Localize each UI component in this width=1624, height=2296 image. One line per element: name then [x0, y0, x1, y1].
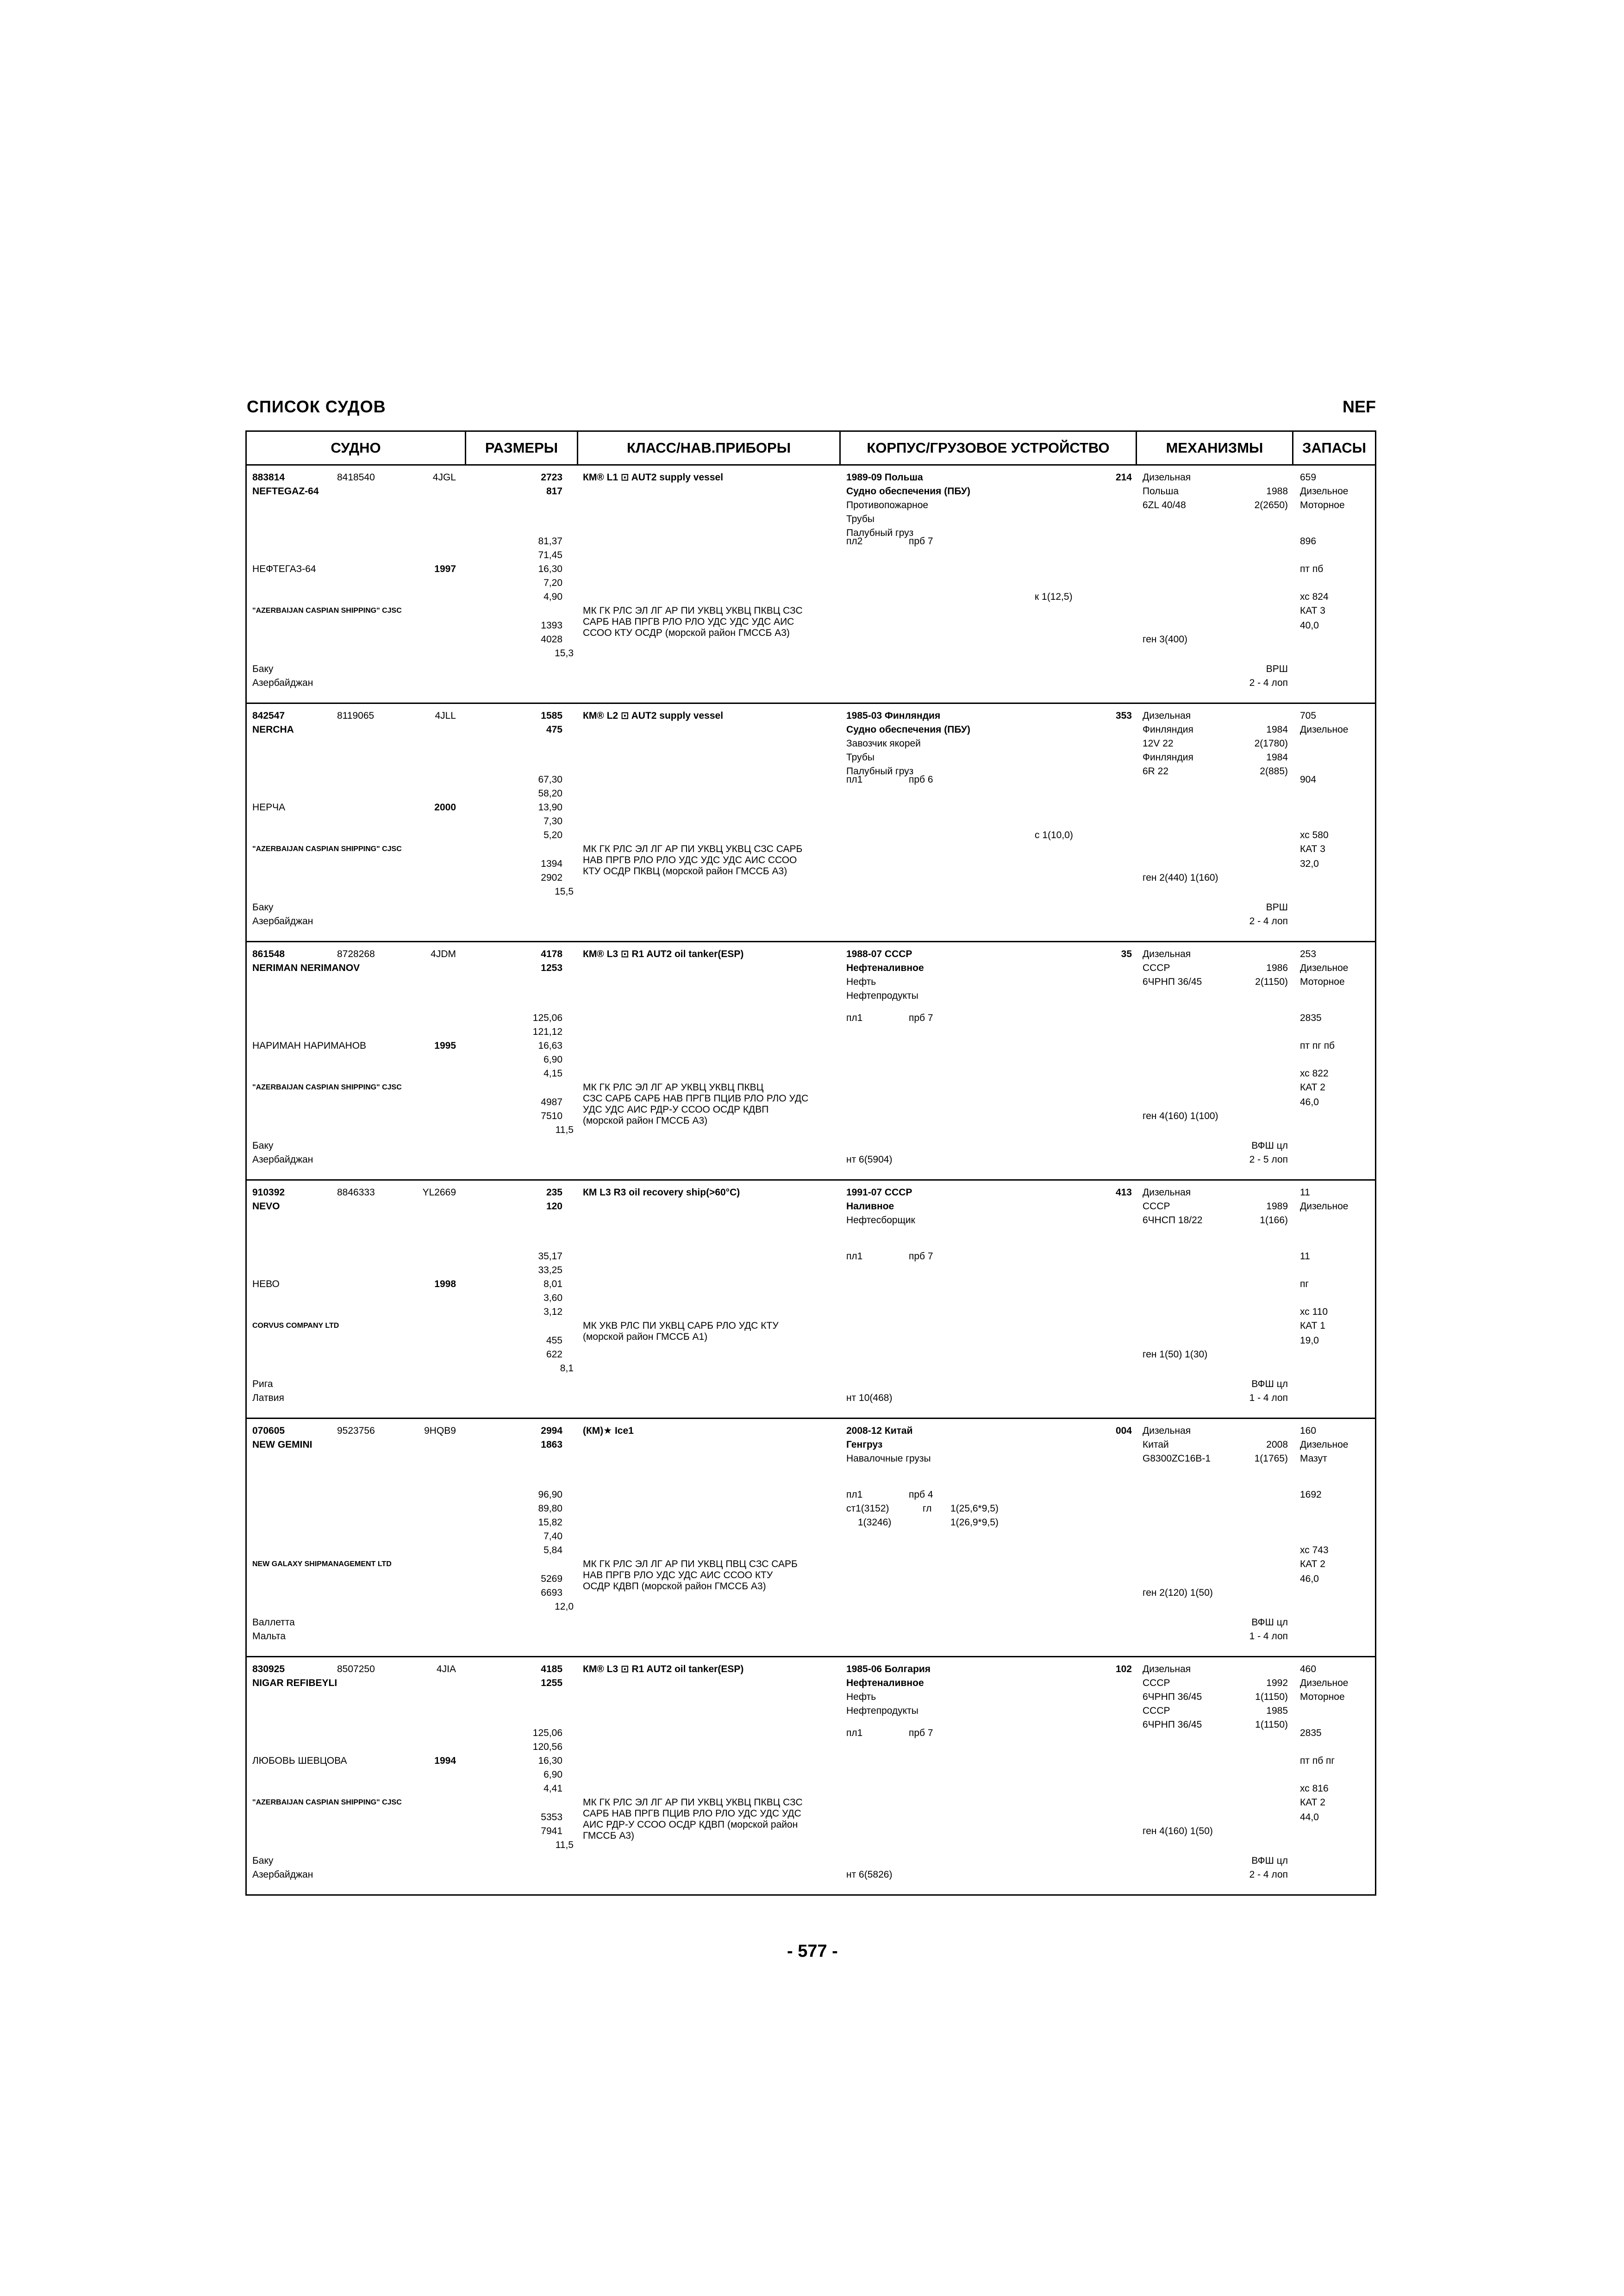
propeller-type: ВФШ цл [1251, 1140, 1288, 1151]
gross-tonnage: 235 [546, 1187, 562, 1198]
column-header-hull: КОРПУС/ГРУЗОВОЕ УСТРОЙСТВО [841, 432, 1137, 464]
net-tonnage: 817 [546, 486, 562, 497]
engine-power: 2(1150) [1255, 977, 1288, 987]
register-number: 883814 [252, 472, 285, 483]
ship-name: NEFTEGAZ-64 [252, 486, 319, 497]
stores-v5: пт пг пб [1300, 1040, 1335, 1051]
stores-v6: хс 743 [1300, 1545, 1329, 1556]
stores-v7: КАТ 2 [1300, 1082, 1325, 1093]
stores-v1: 705 [1300, 710, 1317, 721]
stores-v1: 11 [1300, 1187, 1310, 1198]
bulkhead-info: прб 7 [909, 1013, 933, 1023]
net-tonnage: 1253 [541, 963, 562, 973]
net-tonnage: 475 [546, 724, 562, 735]
class-notation: КМ L3 R3 oil recovery ship(>60°C) [583, 1187, 740, 1198]
owner: "AZERBAIJAN CASPIAN SHIPPING" CJSC [252, 1798, 402, 1806]
stores-v6: хс 110 [1300, 1307, 1328, 1317]
stores-v4: 11 [1300, 1251, 1310, 1262]
engine-type: Дизельная [1143, 710, 1191, 721]
speed: 15,3 [555, 648, 574, 659]
length-overall: 125,06 [532, 1728, 562, 1738]
engine-year: 1984 [1266, 752, 1288, 763]
stores-v2: Дизельное [1300, 1439, 1349, 1450]
depth: 7,20 [543, 578, 562, 588]
engine-type: Дизельная [1143, 472, 1191, 483]
deadweight: 455 [546, 1335, 562, 1346]
flag-country: Азербайджан [252, 916, 313, 927]
breadth: 16,63 [538, 1040, 562, 1051]
engine-power: 2(1780) [1254, 738, 1288, 749]
cargo-line: Нефть [846, 977, 876, 987]
ship-record [247, 941, 1375, 1181]
draft: 5,84 [543, 1545, 562, 1556]
propeller-blades: 2 - 4 лоп [1249, 916, 1288, 927]
cargo-line: Палубный груз [846, 766, 914, 777]
imo-number: 9523756 [337, 1425, 375, 1436]
call-sign: YL2669 [422, 1187, 456, 1198]
ship-type: Нефтеналивное [846, 1678, 924, 1688]
yard-code: 413 [1115, 1187, 1132, 1198]
class-notation: КМ® L3 ⊡ R1 AUT2 oil tanker(ESP) [583, 949, 744, 959]
engine-model: 6ЧНСП 18/22 [1143, 1215, 1203, 1226]
name-year: 1998 [434, 1279, 456, 1289]
engine-model: 6ЧРНП 36/45 [1143, 1692, 1202, 1702]
length-overall: 125,06 [532, 1013, 562, 1023]
ship-name: NEW GEMINI [252, 1439, 312, 1450]
ship-type: Наливное [846, 1201, 894, 1212]
net-tonnage: 1863 [541, 1439, 562, 1450]
engine-year: 1986 [1266, 963, 1288, 973]
nav-equipment: МК ГК РЛС ЭЛ ЛГ АР ПИ УКВЦ УКВЦ ПКВЦ СЗС САРБ НАВ ПРГВ РЛО РЛО УДС УДС УДС АИС ССОО КТУ ОСДР (морской район ГМССБ А3) [583, 605, 803, 638]
yard-code: 214 [1115, 472, 1132, 483]
tank-info: нт 10(468) [846, 1393, 893, 1403]
build-date-country: 1991-07 СССР [846, 1187, 912, 1198]
stores-v7: КАТ 3 [1300, 605, 1325, 616]
class-notation: (КМ)★ Ice1 [583, 1425, 634, 1436]
register-number: 830925 [252, 1664, 285, 1674]
length-bp: 33,25 [538, 1265, 562, 1276]
call-sign: 4JGL [432, 472, 456, 483]
length-bp: 89,80 [538, 1503, 562, 1514]
port-of-registry: Рига [252, 1379, 273, 1389]
nav-equipment: МК ГК РЛС ЭЛ ЛГ АР ПИ УКВЦ УКВЦ ПКВЦ СЗС САРБ НАВ ПРГВ ПЦИВ РЛО РЛО УДС УДС УДС АИС РДР-У ССОО ОСДР КДВП (морской район ГМССБ А3) [583, 1797, 803, 1841]
length-bp: 121,12 [532, 1027, 562, 1037]
cargo-line: Нефтесборщик [846, 1215, 915, 1226]
stores-v1: 659 [1300, 472, 1317, 483]
generators: ген 4(160) 1(100) [1143, 1111, 1218, 1121]
ship-register-table [245, 430, 1376, 1896]
speed: 11,5 [555, 1125, 574, 1135]
generators: ген 4(160) 1(50) [1143, 1826, 1213, 1836]
engine-power: 1(1150) [1255, 1719, 1288, 1730]
depth: 6,90 [543, 1054, 562, 1065]
length-overall: 67,30 [538, 774, 562, 785]
depth: 3,60 [543, 1293, 562, 1303]
nav-equipment: МК ГК РЛС ЭЛ ЛГ АР УКВЦ УКВЦ ПКВЦ СЗС САРБ САРБ НАВ ПРГВ ПЦИВ РЛО РЛО УДС УДС УДС АИС РДР-У ССОО ОСДР КДВП (морской район ГМССБ А3) [583, 1082, 809, 1126]
flag-country: Мальта [252, 1631, 286, 1642]
deadweight: 5269 [541, 1574, 562, 1584]
flag-country: Азербайджан [252, 1869, 313, 1880]
stores-v7: КАТ 2 [1300, 1797, 1325, 1808]
stores-v4: 1692 [1300, 1489, 1322, 1500]
cargo-line: Палубный груз [846, 528, 914, 538]
net-tonnage: 1255 [541, 1678, 562, 1688]
column-header-machinery: МЕХАНИЗМЫ [1137, 432, 1293, 464]
propeller-type: ВФШ цл [1251, 1617, 1288, 1628]
stores-v8: 46,0 [1300, 1574, 1319, 1584]
hatch-type: гл [923, 1503, 932, 1514]
cargo-line: Нефтепродукты [846, 1705, 918, 1716]
call-sign: 4JIA [436, 1664, 456, 1674]
name-year: 1995 [434, 1040, 456, 1051]
displacement: 7510 [541, 1111, 562, 1121]
yard-code: 353 [1115, 710, 1132, 721]
column-header-dimensions: РАЗМЕРЫ [466, 432, 578, 464]
engine-type: Дизельная [1143, 1425, 1191, 1436]
engine-year: 1984 [1266, 724, 1288, 735]
propeller-type: ВФШ цл [1251, 1855, 1288, 1866]
ship-name-russian: НЕВО [252, 1279, 280, 1289]
column-header-class: КЛАСС/НАВ.ПРИБОРЫ [578, 432, 841, 464]
hatch-size: 1(25,6*9,5) [950, 1503, 999, 1514]
stores-v2: Дизельное [1300, 724, 1349, 735]
owner: CORVUS COMPANY LTD [252, 1322, 339, 1330]
engine-country: Финляндия [1143, 724, 1193, 735]
draft: 5,20 [543, 830, 562, 840]
imo-number: 8507250 [337, 1664, 375, 1674]
propeller-type: ВФШ цл [1251, 1379, 1288, 1389]
ship-record [247, 1418, 1375, 1657]
engine-model: 6ZL 40/48 [1143, 500, 1186, 510]
engine-country: Китай [1143, 1439, 1169, 1450]
engine-model: 6ЧРНП 36/45 [1143, 1719, 1202, 1730]
stores-v2: Дизельное [1300, 486, 1349, 497]
engine-country: Финляндия [1143, 752, 1193, 763]
cargo-line: Трубы [846, 514, 874, 524]
build-date-country: 1985-06 Болгария [846, 1664, 931, 1674]
bulkhead-info: прб 4 [909, 1489, 933, 1500]
hold-count: пл1 [846, 774, 863, 785]
call-sign: 4JLL [435, 710, 456, 721]
port-of-registry: Валлетта [252, 1617, 295, 1628]
register-number: 910392 [252, 1187, 285, 1198]
imo-number: 8119065 [337, 710, 375, 721]
stores-v8: 19,0 [1300, 1335, 1319, 1346]
ship-name: NERIMAN NERIMANOV [252, 963, 360, 973]
depth: 6,90 [543, 1769, 562, 1780]
engine-power: 1(166) [1260, 1215, 1288, 1226]
engine-power: 2(2650) [1254, 500, 1288, 510]
propeller-blades: 2 - 4 лоп [1249, 678, 1288, 688]
ship-name-russian: НЕРЧА [252, 802, 286, 813]
engine-year: 1988 [1266, 486, 1288, 497]
gross-tonnage: 4178 [541, 949, 562, 959]
gross-tonnage: 2723 [541, 472, 562, 483]
ship-record [247, 703, 1375, 942]
cargo-line: Навалочные грузы [846, 1453, 931, 1464]
class-notation: КМ® L1 ⊡ AUT2 supply vessel [583, 472, 724, 483]
engine-year: 1985 [1266, 1705, 1288, 1716]
hold-count: пл2 [846, 536, 863, 547]
engine-country: Польша [1143, 486, 1179, 497]
engine-country: СССР [1143, 1678, 1170, 1688]
stores-v1: 160 [1300, 1425, 1317, 1436]
register-number: 842547 [252, 710, 285, 721]
breadth: 13,90 [538, 802, 562, 813]
ship-name: NERCHA [252, 724, 294, 735]
build-date-country: 1985-03 Финляндия [846, 710, 941, 721]
crane-info: с 1(10,0) [1035, 830, 1073, 840]
ship-record [247, 1179, 1375, 1419]
name-year: 1997 [434, 564, 456, 574]
flag-country: Азербайджан [252, 678, 313, 688]
engine-power: 1(1765) [1254, 1453, 1288, 1464]
cargo-line: Трубы [846, 752, 874, 763]
stores-v7: КАТ 1 [1300, 1320, 1325, 1331]
port-of-registry: Баку [252, 902, 274, 913]
propeller-blades: 2 - 4 лоп [1249, 1869, 1288, 1880]
engine-model: 6ЧРНП 36/45 [1143, 977, 1202, 987]
port-of-registry: Баку [252, 1855, 274, 1866]
length-bp: 71,45 [538, 550, 562, 560]
stores-v4: 2835 [1300, 1013, 1322, 1023]
hatch-info: ст1(3152) [846, 1503, 889, 1514]
breadth: 15,82 [538, 1517, 562, 1528]
stores-v3: Моторное [1300, 1692, 1345, 1702]
call-sign: 4JDM [431, 949, 456, 959]
engine-model: 6R 22 [1143, 766, 1169, 777]
ship-record [247, 1656, 1375, 1896]
hatch-info: 1(3246) [858, 1517, 892, 1528]
generators: ген 3(400) [1143, 634, 1188, 645]
class-notation: КМ® L2 ⊡ AUT2 supply vessel [583, 710, 724, 721]
class-notation: КМ® L3 ⊡ R1 AUT2 oil tanker(ESP) [583, 1664, 744, 1674]
engine-country: СССР [1143, 1201, 1170, 1212]
register-number: 861548 [252, 949, 285, 959]
generators: ген 2(440) 1(160) [1143, 872, 1218, 883]
engine-year: 1992 [1266, 1678, 1288, 1688]
propeller-blades: 2 - 5 лоп [1249, 1154, 1288, 1165]
crane-info: к 1(12,5) [1035, 591, 1073, 602]
tank-info: нт 6(5826) [846, 1869, 893, 1880]
speed: 8,1 [560, 1363, 574, 1374]
stores-v2: Дизельное [1300, 1678, 1349, 1688]
draft: 4,15 [543, 1068, 562, 1079]
propeller-type: ВРШ [1266, 664, 1288, 674]
stores-v6: хс 580 [1300, 830, 1329, 840]
displacement: 6693 [541, 1587, 562, 1598]
page-title: СПИСОК СУДОВ [247, 397, 386, 416]
length-bp: 58,20 [538, 788, 562, 799]
ship-name: NEVO [252, 1201, 280, 1212]
breadth: 8,01 [543, 1279, 562, 1289]
nav-equipment: МК ГК РЛС ЭЛ ЛГ АР ПИ УКВЦ ПВЦ СЗС САРБ НАВ ПРГВ РЛО УДС УДС АИС ССОО КТУ ОСДР КДВП (морской район ГМССБ А3) [583, 1559, 798, 1592]
cargo-line: Нефтепродукты [846, 990, 918, 1001]
column-header-ship: СУДНО [247, 432, 466, 464]
propeller-type: ВРШ [1266, 902, 1288, 913]
generators: ген 2(120) 1(50) [1143, 1587, 1213, 1598]
stores-v5: пт пб [1300, 564, 1324, 574]
stores-v4: 2835 [1300, 1728, 1322, 1738]
stores-v5: пт пб пг [1300, 1755, 1335, 1766]
gross-tonnage: 4185 [541, 1664, 562, 1674]
nav-equipment: МК УКВ РЛС ПИ УКВЦ САРБ РЛО УДС КТУ (морской район ГМССБ А1) [583, 1320, 779, 1342]
displacement: 7941 [541, 1826, 562, 1836]
page-number: - 577 - [787, 1941, 838, 1961]
hold-count: пл1 [846, 1728, 863, 1738]
deadweight: 1393 [541, 620, 562, 631]
tank-info: нт 6(5904) [846, 1154, 893, 1165]
length-overall: 96,90 [538, 1489, 562, 1500]
net-tonnage: 120 [546, 1201, 562, 1212]
length-bp: 120,56 [532, 1742, 562, 1752]
owner: "AZERBAIJAN CASPIAN SHIPPING" CJSC [252, 845, 402, 853]
gross-tonnage: 2994 [541, 1425, 562, 1436]
imo-number: 8418540 [337, 472, 375, 483]
draft: 4,41 [543, 1783, 562, 1794]
displacement: 4028 [541, 634, 562, 645]
stores-v5: пг [1300, 1279, 1309, 1289]
ship-name-russian: НАРИМАН НАРИМАНОВ [252, 1040, 367, 1051]
depth: 7,40 [543, 1531, 562, 1542]
gross-tonnage: 1585 [541, 710, 562, 721]
port-of-registry: Баку [252, 1140, 274, 1151]
port-of-registry: Баку [252, 664, 274, 674]
propeller-blades: 1 - 4 лоп [1249, 1393, 1288, 1403]
stores-v3: Моторное [1300, 500, 1345, 510]
owner: "AZERBAIJAN CASPIAN SHIPPING" CJSC [252, 607, 402, 615]
stores-v8: 46,0 [1300, 1097, 1319, 1108]
engine-year: 2008 [1266, 1439, 1288, 1450]
engine-type: Дизельная [1143, 1664, 1191, 1674]
ship-record [247, 464, 1375, 704]
length-overall: 81,37 [538, 536, 562, 547]
cargo-line: Завозчик якорей [846, 738, 921, 749]
flag-country: Азербайджан [252, 1154, 313, 1165]
deadweight: 1394 [541, 859, 562, 869]
hold-count: пл1 [846, 1251, 863, 1262]
ship-type: Судно обеспечения (ПБУ) [846, 486, 970, 497]
name-year: 2000 [434, 802, 456, 813]
engine-power: 2(885) [1260, 766, 1288, 777]
engine-model: G8300ZC16B-1 [1143, 1453, 1211, 1464]
engine-type: Дизельная [1143, 949, 1191, 959]
stores-v7: КАТ 3 [1300, 844, 1325, 854]
breadth: 16,30 [538, 1755, 562, 1766]
stores-v6: хс 822 [1300, 1068, 1329, 1079]
stores-v3: Мазут [1300, 1453, 1327, 1464]
hatch-size: 1(26,9*9,5) [950, 1517, 999, 1528]
section-code: NEF [1343, 397, 1376, 416]
stores-v4: 904 [1300, 774, 1317, 785]
draft: 4,90 [543, 591, 562, 602]
cargo-line: Противопожарное [846, 500, 929, 510]
propeller-blades: 1 - 4 лоп [1249, 1631, 1288, 1642]
depth: 7,30 [543, 816, 562, 827]
speed: 15,5 [555, 886, 574, 897]
build-date-country: 1988-07 СССР [846, 949, 912, 959]
generators: ген 1(50) 1(30) [1143, 1349, 1208, 1360]
bulkhead-info: прб 7 [909, 1728, 933, 1738]
call-sign: 9HQB9 [424, 1425, 456, 1436]
stores-v6: хс 824 [1300, 591, 1329, 602]
engine-model: 12V 22 [1143, 738, 1174, 749]
hold-count: пл1 [846, 1489, 863, 1500]
displacement: 622 [546, 1349, 562, 1360]
ship-type: Судно обеспечения (ПБУ) [846, 724, 970, 735]
yard-code: 004 [1115, 1425, 1132, 1436]
imo-number: 8728268 [337, 949, 375, 959]
build-date-country: 1989-09 Польша [846, 472, 923, 483]
deadweight: 4987 [541, 1097, 562, 1108]
stores-v4: 896 [1300, 536, 1317, 547]
nav-equipment: МК ГК РЛС ЭЛ ЛГ АР ПИ УКВЦ УКВЦ СЗС САРБ НАВ ПРГВ РЛО РЛО УДС УДС УДС АИС ССОО КТУ ОСДР ПКВЦ (морской район ГМССБ А3) [583, 844, 803, 877]
engine-type: Дизельная [1143, 1187, 1191, 1198]
stores-v1: 253 [1300, 949, 1317, 959]
stores-v2: Дизельное [1300, 1201, 1349, 1212]
speed: 12,0 [555, 1601, 574, 1612]
yard-code: 102 [1115, 1664, 1132, 1674]
engine-country: СССР [1143, 1705, 1170, 1716]
engine-year: 1989 [1266, 1201, 1288, 1212]
ship-type: Генгруз [846, 1439, 883, 1450]
stores-v7: КАТ 2 [1300, 1559, 1325, 1569]
register-number: 070605 [252, 1425, 285, 1436]
engine-power: 1(1150) [1255, 1692, 1288, 1702]
cargo-line: Нефть [846, 1692, 876, 1702]
ship-type: Нефтеналивное [846, 963, 924, 973]
owner: "AZERBAIJAN CASPIAN SHIPPING" CJSC [252, 1083, 402, 1091]
flag-country: Латвия [252, 1393, 284, 1403]
stores-v6: хс 816 [1300, 1783, 1329, 1794]
stores-v8: 32,0 [1300, 859, 1319, 869]
hold-count: пл1 [846, 1013, 863, 1023]
imo-number: 8846333 [337, 1187, 375, 1198]
stores-v8: 40,0 [1300, 620, 1319, 631]
yard-code: 35 [1121, 949, 1132, 959]
length-overall: 35,17 [538, 1251, 562, 1262]
build-date-country: 2008-12 Китай [846, 1425, 913, 1436]
stores-v3: Моторное [1300, 977, 1345, 987]
engine-country: СССР [1143, 963, 1170, 973]
column-header-stores: ЗАПАСЫ [1302, 440, 1367, 456]
stores-v1: 460 [1300, 1664, 1317, 1674]
bulkhead-info: прб 7 [909, 1251, 933, 1262]
owner: NEW GALAXY SHIPMANAGEMENT LTD [252, 1560, 392, 1568]
speed: 11,5 [555, 1840, 574, 1850]
bulkhead-info: прб 7 [909, 536, 933, 547]
bulkhead-info: прб 6 [909, 774, 933, 785]
ship-name-russian: НЕФТЕГАЗ-64 [252, 564, 316, 574]
ship-name-russian: ЛЮБОВЬ ШЕВЦОВА [252, 1755, 347, 1766]
draft: 3,12 [543, 1307, 562, 1317]
breadth: 16,30 [538, 564, 562, 574]
stores-v8: 44,0 [1300, 1812, 1319, 1823]
deadweight: 5353 [541, 1812, 562, 1823]
stores-v2: Дизельное [1300, 963, 1349, 973]
ship-name: NIGAR REFIBEYLI [252, 1678, 337, 1688]
name-year: 1994 [434, 1755, 456, 1766]
displacement: 2902 [541, 872, 562, 883]
